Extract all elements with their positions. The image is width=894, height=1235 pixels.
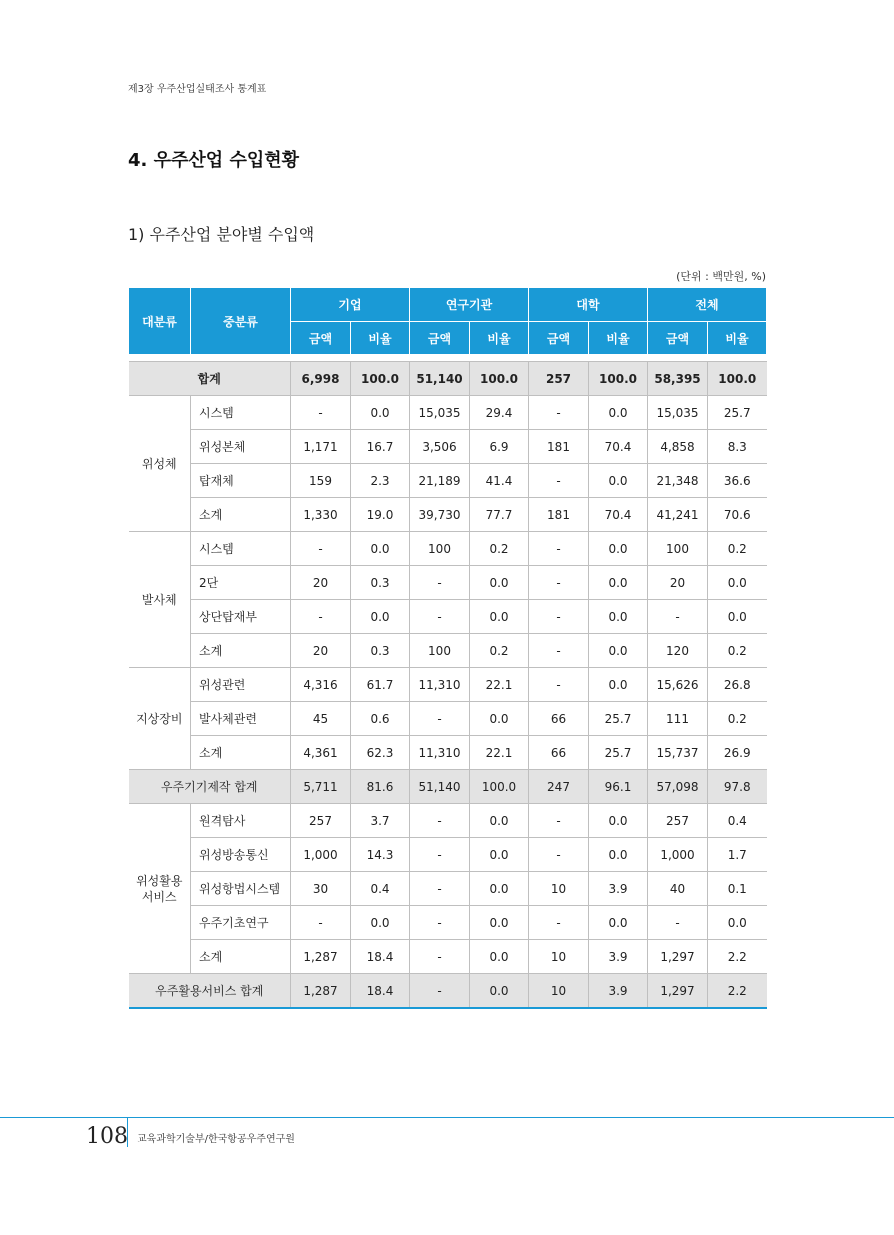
- cell: 11,310: [410, 736, 470, 770]
- header-group-total: 전체: [648, 288, 767, 322]
- cell: 0.6: [351, 702, 410, 736]
- cell: 0.2: [470, 532, 529, 566]
- table-row: [129, 940, 767, 974]
- cell: 0.0: [589, 804, 648, 838]
- cell: 181: [529, 430, 589, 464]
- footer-organization: 교육과학기술부/한국항공우주연구원: [137, 1134, 295, 1145]
- header-amount: 금액: [410, 322, 470, 355]
- header-ratio: 비율: [351, 322, 410, 355]
- cell: 3,506: [410, 430, 470, 464]
- section-title: 4. 우주산업 수입현황: [128, 150, 299, 171]
- cell: 0.0: [708, 906, 767, 940]
- unit-note: (단위 : 백만원, %): [676, 270, 766, 283]
- table-row: [129, 668, 767, 702]
- category-launcher: 발사체: [129, 532, 191, 668]
- row-label: 우주기기제작 합계: [129, 770, 291, 804]
- cell: 0.2: [708, 634, 767, 668]
- cell: 15,737: [648, 736, 708, 770]
- cell: -: [410, 906, 470, 940]
- cell: 257: [648, 804, 708, 838]
- cell: 181: [529, 498, 589, 532]
- cell: 66: [529, 702, 589, 736]
- cell: 19.0: [351, 498, 410, 532]
- cell: 0.0: [470, 974, 529, 1009]
- row-label: 원격탐사: [191, 804, 291, 838]
- cell: 61.7: [351, 668, 410, 702]
- row-label: 상단탑재부: [191, 600, 291, 634]
- cell: 100: [648, 532, 708, 566]
- category-satellite: 위성체: [129, 396, 191, 532]
- cell: -: [529, 804, 589, 838]
- cell: 25.7: [708, 396, 767, 430]
- cell: 0.0: [470, 940, 529, 974]
- cell: 3.9: [589, 872, 648, 906]
- table-row-services-total: [129, 974, 767, 1009]
- row-label: 위성방송통신: [191, 838, 291, 872]
- running-head: 제3장 우주산업실태조사 통계표: [128, 84, 267, 95]
- header-amount: 금액: [291, 322, 351, 355]
- cell: -: [410, 974, 470, 1009]
- table-row: [129, 804, 767, 838]
- cell: 247: [529, 770, 589, 804]
- cell: 45: [291, 702, 351, 736]
- row-label: 시스템: [191, 396, 291, 430]
- table-row: [129, 906, 767, 940]
- row-label: 합계: [129, 362, 291, 396]
- header-ratio: 비율: [708, 322, 767, 355]
- cell: -: [529, 464, 589, 498]
- table-row: [129, 838, 767, 872]
- cell: 4,361: [291, 736, 351, 770]
- header-amount: 금액: [529, 322, 589, 355]
- table-row: [129, 566, 767, 600]
- cell: 0.0: [351, 906, 410, 940]
- cell: 0.0: [470, 838, 529, 872]
- cell: 100.0: [470, 362, 529, 396]
- cell: 0.0: [470, 600, 529, 634]
- cell: 16.7: [351, 430, 410, 464]
- header-ratio: 비율: [589, 322, 648, 355]
- table-row: [129, 872, 767, 906]
- cell: 20: [291, 634, 351, 668]
- cell: 0.1: [708, 872, 767, 906]
- row-label: 소계: [191, 634, 291, 668]
- cell: 100: [410, 532, 470, 566]
- cell: 25.7: [589, 702, 648, 736]
- cell: 6.9: [470, 430, 529, 464]
- cell: 62.3: [351, 736, 410, 770]
- cell: 81.6: [351, 770, 410, 804]
- cell: 15,626: [648, 668, 708, 702]
- cell: 22.1: [470, 736, 529, 770]
- cell: 6,998: [291, 362, 351, 396]
- cell: 0.0: [589, 566, 648, 600]
- cell: 0.4: [708, 804, 767, 838]
- cell: -: [410, 838, 470, 872]
- footer-divider: [127, 1117, 128, 1147]
- cell: 66: [529, 736, 589, 770]
- cell: 26.9: [708, 736, 767, 770]
- cell: 22.1: [470, 668, 529, 702]
- cell: 257: [529, 362, 589, 396]
- cell: 25.7: [589, 736, 648, 770]
- cell: 0.2: [470, 634, 529, 668]
- cell: -: [529, 668, 589, 702]
- cell: 26.8: [708, 668, 767, 702]
- cell: -: [291, 906, 351, 940]
- header-ratio: 비율: [470, 322, 529, 355]
- cell: 3.7: [351, 804, 410, 838]
- cell: 10: [529, 974, 589, 1009]
- cell: 4,316: [291, 668, 351, 702]
- cell: 4,858: [648, 430, 708, 464]
- category-satellite-services: [129, 804, 191, 974]
- cell: 15,035: [648, 396, 708, 430]
- cell: 0.0: [589, 838, 648, 872]
- cell: -: [410, 600, 470, 634]
- row-label: 탑재체: [191, 464, 291, 498]
- cell: -: [410, 940, 470, 974]
- header-gap: [129, 355, 767, 362]
- cell: -: [291, 532, 351, 566]
- header-group-institute: 연구기관: [410, 288, 529, 322]
- cell: -: [529, 532, 589, 566]
- header-major-category: 대분류: [129, 288, 191, 355]
- table-row: [129, 600, 767, 634]
- header-group-company: 기업: [291, 288, 410, 322]
- cell: 2.2: [708, 974, 767, 1009]
- table-row: [129, 498, 767, 532]
- row-label: 위성항법시스템: [191, 872, 291, 906]
- cell: 0.0: [589, 668, 648, 702]
- cell: -: [529, 634, 589, 668]
- row-label: 발사체관련: [191, 702, 291, 736]
- cell: 8.3: [708, 430, 767, 464]
- cell: 70.6: [708, 498, 767, 532]
- cell: 1,287: [291, 940, 351, 974]
- cell: -: [410, 872, 470, 906]
- cell: 21,189: [410, 464, 470, 498]
- cell: 51,140: [410, 362, 470, 396]
- row-label: 우주기초연구: [191, 906, 291, 940]
- cell: 100.0: [470, 770, 529, 804]
- cell: 15,035: [410, 396, 470, 430]
- header-mid-category: 중분류: [191, 288, 291, 355]
- cell: 0.2: [708, 532, 767, 566]
- cell: -: [648, 906, 708, 940]
- cell: 97.8: [708, 770, 767, 804]
- cell: 29.4: [470, 396, 529, 430]
- cell: 20: [648, 566, 708, 600]
- table-row: [129, 532, 767, 566]
- table-row: [129, 464, 767, 498]
- category-ground-equipment: 지상장비: [129, 668, 191, 770]
- cell: -: [291, 396, 351, 430]
- table-row: [129, 702, 767, 736]
- cell: 5,711: [291, 770, 351, 804]
- cell: 120: [648, 634, 708, 668]
- cell: 257: [291, 804, 351, 838]
- cell: 0.3: [351, 566, 410, 600]
- table-title: 1) 우주산업 분야별 수입액: [128, 225, 315, 244]
- cell: 0.0: [589, 634, 648, 668]
- cell: 100.0: [708, 362, 767, 396]
- cell: -: [410, 702, 470, 736]
- cell: 1,287: [291, 974, 351, 1009]
- cell: 0.0: [470, 566, 529, 600]
- cell: -: [529, 566, 589, 600]
- cell: 0.4: [351, 872, 410, 906]
- cell: 41.4: [470, 464, 529, 498]
- cell: 21,348: [648, 464, 708, 498]
- cell: 36.6: [708, 464, 767, 498]
- cell: 70.4: [589, 498, 648, 532]
- cell: 0.2: [708, 702, 767, 736]
- cell: 30: [291, 872, 351, 906]
- cell: -: [410, 566, 470, 600]
- cell: 58,395: [648, 362, 708, 396]
- cell: 0.0: [470, 702, 529, 736]
- cell: 57,098: [648, 770, 708, 804]
- cell: 0.0: [351, 396, 410, 430]
- cell: 100: [410, 634, 470, 668]
- header-group-university: 대학: [529, 288, 648, 322]
- cell: 0.0: [589, 396, 648, 430]
- cell: -: [529, 396, 589, 430]
- cell: 10: [529, 872, 589, 906]
- cell: 10: [529, 940, 589, 974]
- cell: -: [529, 600, 589, 634]
- cell: 100.0: [351, 362, 410, 396]
- row-label: 시스템: [191, 532, 291, 566]
- table-row-grand-total: [129, 362, 767, 396]
- cell: 11,310: [410, 668, 470, 702]
- cell: 0.0: [470, 906, 529, 940]
- cell: -: [529, 906, 589, 940]
- cell: 2.2: [708, 940, 767, 974]
- cell: 3.9: [589, 940, 648, 974]
- table-row: [129, 634, 767, 668]
- cell: 0.0: [589, 464, 648, 498]
- cell: 0.0: [589, 600, 648, 634]
- cell: 0.0: [470, 804, 529, 838]
- table-row: [129, 736, 767, 770]
- row-label: 2단: [191, 566, 291, 600]
- cell: 0.0: [351, 600, 410, 634]
- cell: 96.1: [589, 770, 648, 804]
- row-label: 소계: [191, 940, 291, 974]
- table-row-manufacturing-total: [129, 770, 767, 804]
- cell: 1,000: [648, 838, 708, 872]
- header-amount: 금액: [648, 322, 708, 355]
- row-label: 우주활용서비스 합계: [129, 974, 291, 1009]
- row-label: 위성관련: [191, 668, 291, 702]
- cell: 2.3: [351, 464, 410, 498]
- cell: 3.9: [589, 974, 648, 1009]
- cell: 0.0: [589, 532, 648, 566]
- cell: -: [291, 600, 351, 634]
- row-label: 소계: [191, 736, 291, 770]
- cell: 0.0: [470, 872, 529, 906]
- cell: 14.3: [351, 838, 410, 872]
- cell: 1,171: [291, 430, 351, 464]
- import-table: [128, 288, 767, 1009]
- cell: 20: [291, 566, 351, 600]
- table-row: [129, 430, 767, 464]
- cell: 1,297: [648, 974, 708, 1009]
- cell: 0.0: [708, 566, 767, 600]
- cell: 0.3: [351, 634, 410, 668]
- cell: 70.4: [589, 430, 648, 464]
- cell: 0.0: [351, 532, 410, 566]
- cell: 1,000: [291, 838, 351, 872]
- cell: 0.0: [708, 600, 767, 634]
- cell: 39,730: [410, 498, 470, 532]
- cell: -: [410, 804, 470, 838]
- cell: 111: [648, 702, 708, 736]
- page-number: 108: [86, 1124, 128, 1149]
- row-label: 소계: [191, 498, 291, 532]
- row-label: 위성본체: [191, 430, 291, 464]
- cell: 40: [648, 872, 708, 906]
- cell: 18.4: [351, 940, 410, 974]
- table-row: [129, 396, 767, 430]
- footer-rule: [0, 1117, 894, 1118]
- category-line: 서비스: [141, 889, 177, 904]
- cell: 159: [291, 464, 351, 498]
- cell: -: [648, 600, 708, 634]
- cell: 1,330: [291, 498, 351, 532]
- cell: 0.0: [589, 906, 648, 940]
- cell: 51,140: [410, 770, 470, 804]
- category-line: 위성활용: [136, 873, 183, 888]
- cell: 1.7: [708, 838, 767, 872]
- cell: 41,241: [648, 498, 708, 532]
- cell: 100.0: [589, 362, 648, 396]
- cell: 1,297: [648, 940, 708, 974]
- cell: -: [529, 838, 589, 872]
- cell: 77.7: [470, 498, 529, 532]
- cell: 18.4: [351, 974, 410, 1009]
